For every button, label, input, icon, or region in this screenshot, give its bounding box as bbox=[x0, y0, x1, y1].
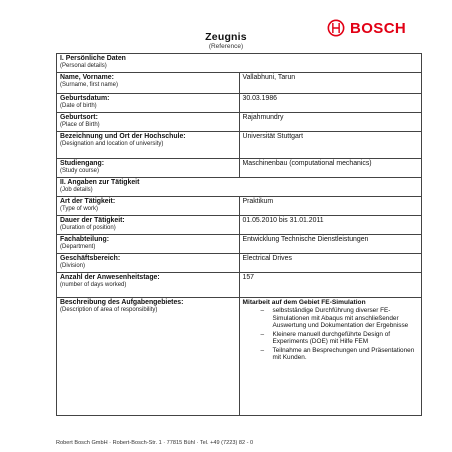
field-label: Studiengang: bbox=[60, 160, 105, 167]
task-item: – Kleinere manuell durchgeführte Design of Experiments (DOE) mit Hilfe FEM bbox=[261, 331, 419, 345]
field-value-division: Electrical Drives bbox=[239, 254, 422, 273]
field-row-study-course bbox=[57, 159, 422, 178]
section-title: I. Persönliche Daten bbox=[60, 55, 126, 62]
field-value-department: Entwicklung Technische Dienstleistungen bbox=[239, 235, 422, 254]
description-intro: Mitarbeit auf dem Gebiet FE-Simulation bbox=[242, 299, 366, 306]
field-label: Name, Vorname: bbox=[60, 74, 114, 81]
field-label-en: (Surname, first name) bbox=[60, 81, 119, 88]
field-row-days-worked bbox=[57, 273, 422, 298]
field-value-description bbox=[239, 298, 422, 416]
field-label: Geschäftsbereich: bbox=[60, 255, 121, 262]
field-label-en: (Designation and location of university) bbox=[60, 140, 164, 147]
field-value-type-of-work: Praktikum bbox=[239, 197, 422, 216]
field-label-en: (Study course) bbox=[60, 167, 100, 174]
field-value-birthdate: 30.03.1986 bbox=[239, 94, 422, 113]
task-list bbox=[243, 307, 419, 361]
section-header-personal bbox=[57, 54, 422, 73]
field-label: Bezeichnung und Ort der Hochschule: bbox=[60, 133, 186, 140]
field-label-en: (Type of work) bbox=[60, 205, 99, 212]
field-label-en: (Place of Birth) bbox=[60, 121, 100, 128]
field-label: Geburtsdatum: bbox=[60, 95, 110, 102]
task-item: – Teilnahme an Besprechungen und Präsentationen mit Kunden. bbox=[261, 347, 419, 361]
bosch-wordmark: BOSCH bbox=[350, 19, 407, 37]
field-label: Dauer der Tätigkeit: bbox=[60, 217, 125, 224]
field-label-en: (Description of area of responsibility) bbox=[60, 306, 158, 313]
field-value-name: Vallabhuni, Tarun bbox=[239, 73, 422, 94]
field-label-en: (Division) bbox=[60, 262, 86, 269]
section-header-job bbox=[57, 178, 422, 197]
task-item: – selbstständige Durchführung diverser FE-Simulationen mit Abaqus mit anschließender Auswertung und Dokumentation der Ergebnisse bbox=[261, 307, 419, 329]
field-label: Anzahl der Anwesenheitstage: bbox=[60, 274, 160, 281]
field-label: Fachabteilung: bbox=[60, 236, 110, 243]
field-label: Art der Tätigkeit: bbox=[60, 198, 116, 205]
document-title: Zeugnis bbox=[205, 31, 247, 43]
field-label: Geburtsort: bbox=[60, 114, 98, 121]
field-value-duration: 01.05.2010 bis 31.01.2011 bbox=[239, 216, 422, 235]
field-row-birthdate bbox=[57, 94, 422, 113]
field-label-en: (number of days worked) bbox=[60, 281, 127, 288]
field-row-university bbox=[57, 132, 422, 159]
section-title: II. Angaben zur Tätigkeit bbox=[60, 179, 140, 186]
reference-form-table bbox=[56, 53, 422, 416]
field-value-university: Universität Stuttgart bbox=[239, 132, 422, 159]
field-row-division bbox=[57, 254, 422, 273]
field-label-en: (Duration of position) bbox=[60, 224, 116, 231]
section-subtitle: (Job details) bbox=[60, 186, 93, 193]
field-label-en: (Date of birth) bbox=[60, 102, 97, 109]
field-row-department bbox=[57, 235, 422, 254]
field-row-description bbox=[57, 298, 422, 416]
section-subtitle: (Personal details) bbox=[60, 62, 107, 69]
field-row-duration bbox=[57, 216, 422, 235]
document-footer: Robert Bosch GmbH · Robert-Bosch-Str. 1 · 77815 Bühl · Tel. +49 (7223) 82 - 0 bbox=[56, 440, 254, 446]
field-row-birthplace bbox=[57, 113, 422, 132]
field-label-en: (Department) bbox=[60, 243, 96, 250]
field-row-type-of-work bbox=[57, 197, 422, 216]
document-subtitle: (Reference) bbox=[208, 43, 244, 50]
field-value-study-course: Maschinenbau (computational mechanics) bbox=[239, 159, 422, 178]
field-value-birthplace: Rajahmundry bbox=[239, 113, 422, 132]
field-label: Beschreibung des Aufgabengebietes: bbox=[60, 299, 184, 306]
field-value-days-worked: 157 bbox=[239, 273, 422, 298]
field-row-name bbox=[57, 73, 422, 94]
